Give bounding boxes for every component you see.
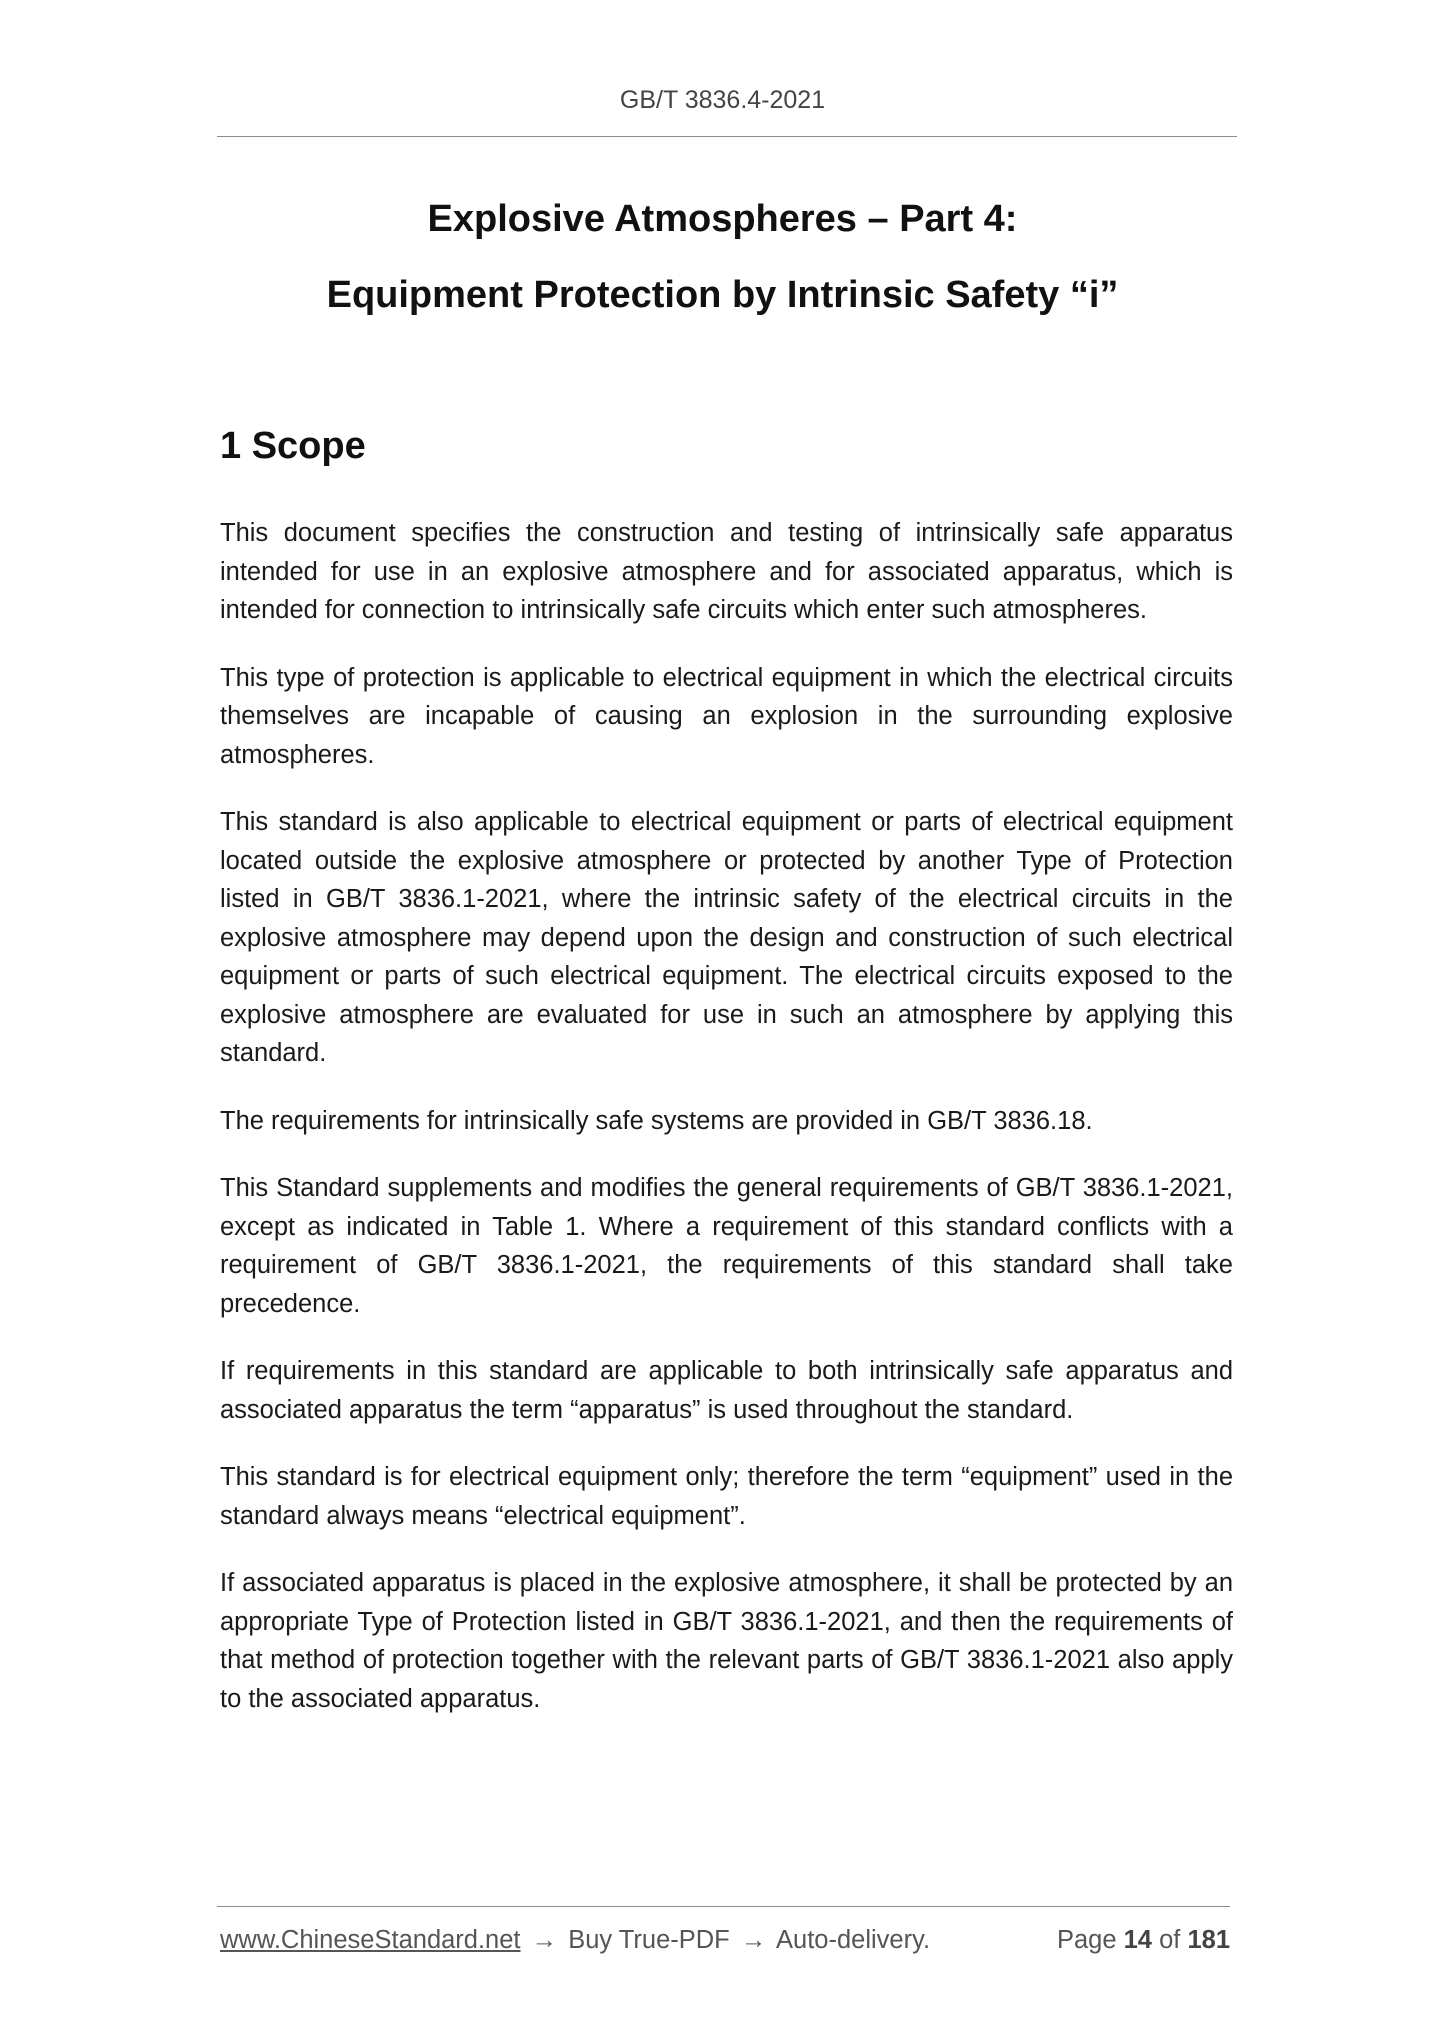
paragraph: This standard is for electrical equipment only; therefore the term “equipment” used in the standard always means “electrical equipment”. [220, 1463, 1233, 1530]
page-label: Page [1056, 1926, 1117, 1954]
footer-divider [217, 1906, 1230, 1907]
right-arrow-icon: → [531, 1926, 558, 1954]
header-document-code: GB/T 3836.4-2021 [619, 86, 826, 114]
paragraph: This document specifies the construction and testing of intrinsically safe apparatus intended for use in an explosive atmosphere and for associated apparatus, which is intended for connection to intrinsically safe circuits which enter such atmospheres. [220, 519, 1233, 624]
paragraph: This type of protection is applicable to electrical equipment in which the electrical circuits themselves are incapable of causing an explosion in the surrounding explosive atmospheres. [220, 663, 1233, 769]
buy-pdf-text: Buy True-PDF [568, 1926, 730, 1954]
document-title-line-2: Equipment Protection by Intrinsic Safety “i” [326, 274, 1119, 316]
paragraph: The requirements for intrinsically safe systems are provided in GB/T 3836.18. [220, 1106, 1093, 1135]
page-indicator [1057, 1926, 1230, 1955]
document-title-line-1: Explosive Atmospheres – Part 4: [427, 198, 1018, 240]
page-number: 14 [1123, 1926, 1152, 1954]
section-heading: 1 Scope [220, 425, 366, 467]
paragraph: If associated apparatus is placed in the explosive atmosphere, it shall be protected by an appropriate Type of Protection listed in GB/T 3836.1-2021, and then the requirements of that method of protection together with the relevant parts of GB/T 3836.1-2021 also apply to the associated apparatus. [220, 1569, 1233, 1713]
of-label: of [1159, 1926, 1181, 1954]
right-arrow-icon: → [740, 1926, 767, 1954]
total-pages: 181 [1187, 1926, 1230, 1954]
paragraph: This standard is also applicable to electrical equipment or parts of electrical equipment located outside the explosive atmosphere or protected by another Type of Protection listed in GB/T 3836.1-2021, where the intrinsic safety of the electrical circuits in the explosive atmosphere may depend upon the design and construction of such electrical equipment or parts of such electrical equipment. The electrical circuits exposed to the explosive atmosphere are evaluated for use in such an atmosphere by applying this standard. [220, 808, 1233, 1067]
footer [220, 1926, 1230, 1955]
paragraph: If requirements in this standard are applicable to both intrinsically safe apparatus and associated apparatus the term “apparatus” is used throughout the standard. [220, 1357, 1233, 1424]
website-link[interactable]: www.ChineseStandard.net [220, 1926, 521, 1954]
header-divider [217, 136, 1237, 137]
auto-delivery-text: Auto-delivery. [776, 1926, 931, 1954]
section-body [220, 514, 1233, 1747]
paragraph: This Standard supplements and modifies the general requirements of GB/T 3836.1-2021, except as indicated in Table 1. Where a requirement of this standard conflicts with a requirement of GB/T 3836.1-2021, the requirements of this standard shall take precedence. [220, 1174, 1233, 1318]
